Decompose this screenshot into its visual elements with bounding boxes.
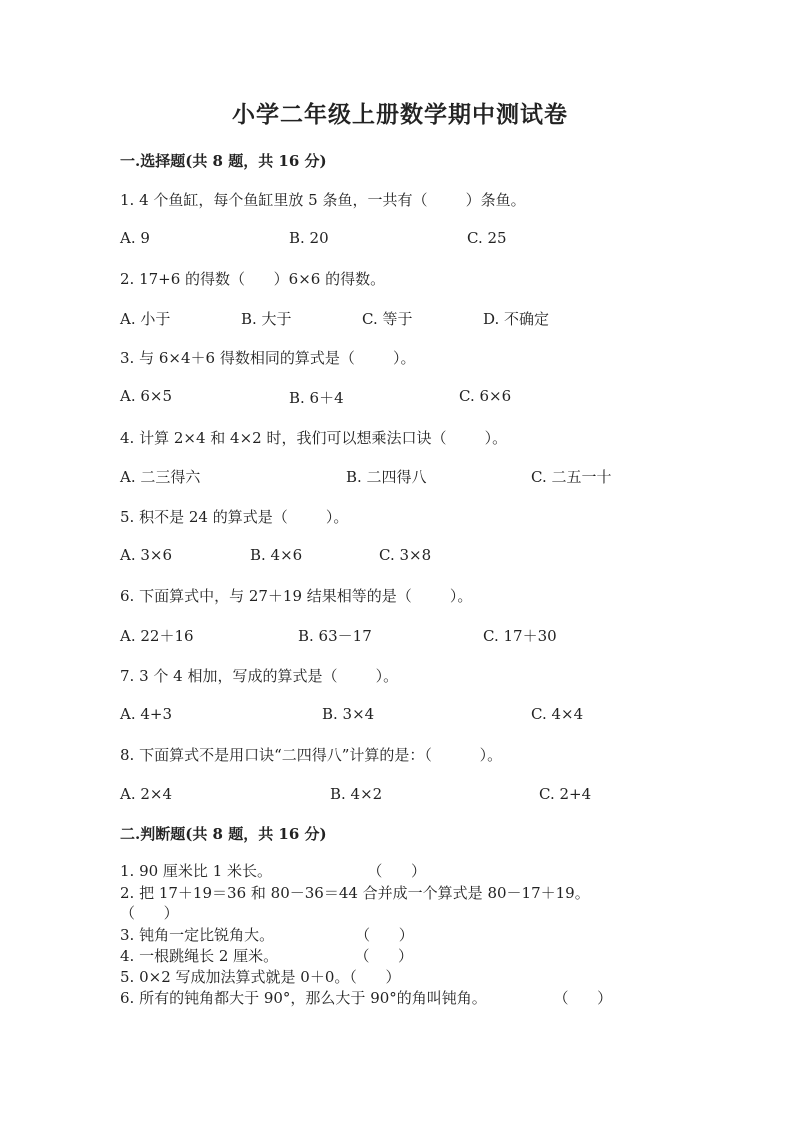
section-heading-multiple-choice: 一.选择题(共 8 题，共 16 分) [120,152,327,170]
question-5-option-c: C. 3×8 [379,546,432,564]
question-1: 1. 4 个鱼缸，每个鱼缸里放 5 条鱼，一共有（ ）条鱼。 [120,191,526,209]
tf-item-1: 1. 90 厘米比 1 米长。 （ ） [120,862,426,880]
question-7: 7. 3 个 4 相加，写成的算式是（ ）。 [120,667,399,685]
question-3-option-b: B. 6＋4 [289,389,344,407]
tf-item-6: 6. 所有的钝角都大于 90°，那么大于 90°的角叫钝角。 （ ） [120,989,613,1007]
question-8-option-c: C. 2+4 [539,785,592,803]
question-2-option-b: B. 大于 [241,310,292,328]
question-2-option-a: A. 小于 [120,310,171,328]
question-8: 8. 下面算式不是用口诀“二四得八”计算的是：（ ）。 [120,746,503,764]
question-6-option-c: C. 17＋30 [483,627,557,645]
question-7-option-c: C. 4×4 [531,705,584,723]
question-2-option-c: C. 等于 [362,310,413,328]
question-5: 5. 积不是 24 的算式是（ ）。 [120,508,349,526]
question-6-option-a: A. 22＋16 [120,627,194,645]
tf-item-2-bracket: （ ） [120,904,179,922]
question-2: 2. 17+6 的得数（ ）6×6 的得数。 [120,270,386,288]
question-6-option-b: B. 63－17 [298,627,372,645]
tf-item-5: 5. 0×2 写成加法算式就是 0＋0。（ ） [120,968,401,986]
question-5-option-b: B. 4×6 [250,546,303,564]
question-8-option-a: A. 2×4 [120,785,173,803]
question-3-option-c: C. 6×6 [459,387,512,405]
question-7-option-b: B. 3×4 [322,705,375,723]
question-3: 3. 与 6×4＋6 得数相同的算式是（ ）。 [120,349,416,367]
question-5-option-a: A. 3×6 [120,546,173,564]
question-3-option-a: A. 6×5 [120,387,173,405]
question-1-option-b: B. 20 [289,229,329,247]
question-4-option-b: B. 二四得八 [346,468,427,486]
tf-item-4: 4. 一根跳绳长 2 厘米。 （ ） [120,947,414,965]
question-6: 6. 下面算式中，与 27＋19 结果相等的是（ ）。 [120,587,473,605]
question-1-option-a: A. 9 [120,229,150,247]
page-title: 小学二年级上册数学期中测试卷 [232,101,568,128]
question-1-option-c: C. 25 [467,229,507,247]
question-4-option-a: A. 二三得六 [120,468,201,486]
tf-item-3: 3. 钝角一定比锐角大。 （ ） [120,926,414,944]
question-2-option-d: D. 不确定 [483,310,550,328]
tf-item-2: 2. 把 17＋19＝36 和 80－36＝44 合并成一个算式是 80－17＋19。 [120,884,590,902]
question-7-option-a: A. 4+3 [120,705,173,723]
question-4-option-c: C. 二五一十 [531,468,612,486]
question-4: 4. 计算 2×4 和 4×2 时，我们可以想乘法口诀（ ）。 [120,429,508,447]
question-8-option-b: B. 4×2 [330,785,383,803]
section-heading-true-false: 二.判断题(共 8 题，共 16 分) [120,825,327,843]
